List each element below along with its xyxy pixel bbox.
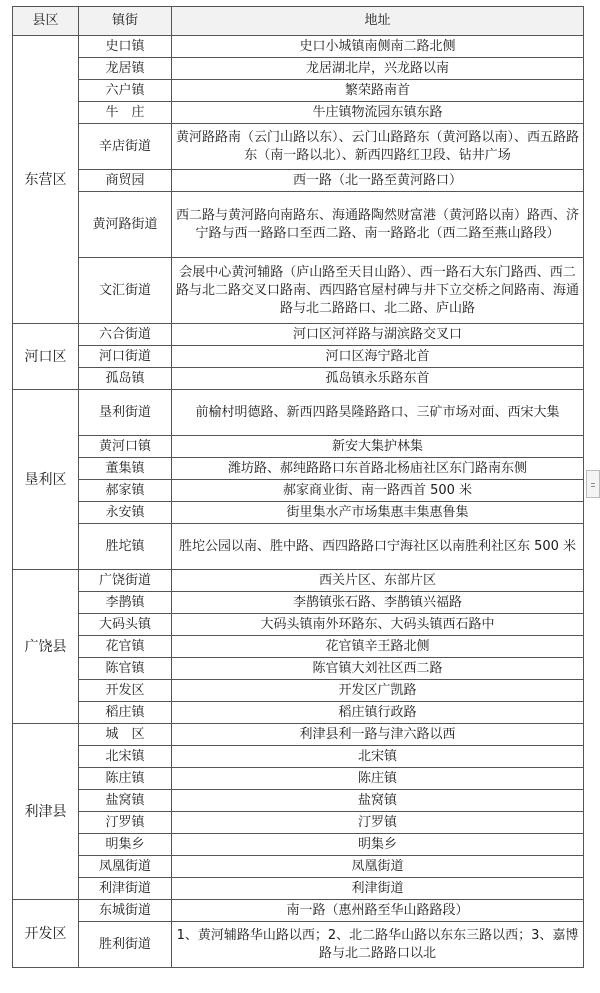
town-cell: 六合街道 <box>79 324 172 346</box>
county-cell: 河口区 <box>13 324 79 390</box>
town-cell: 牛 庄 <box>79 102 172 124</box>
address-cell: 花官镇辛王路北侧 <box>172 636 584 658</box>
town-cell: 史口镇 <box>79 36 172 58</box>
address-cell: 明集乡 <box>172 834 584 856</box>
header-address: 地址 <box>172 7 584 36</box>
table-row <box>13 812 584 834</box>
table-row <box>13 170 584 192</box>
address-cell: 1、黄河辅路华山路以西；2、北二路华山路以东东三路以西；3、嘉博路与北二路路口以北 <box>172 922 584 968</box>
table-row <box>13 922 584 968</box>
address-cell: 黄河路路南（云门山路以东）、云门山路路东（黄河路以南）、西五路路东（南一路以北）、新西四路红卫段、钻井广场 <box>172 124 584 170</box>
table-row <box>13 102 584 124</box>
table-row <box>13 458 584 480</box>
town-cell: 河口街道 <box>79 346 172 368</box>
table-row <box>13 790 584 812</box>
address-cell: 河口区海宁路北首 <box>172 346 584 368</box>
address-cell: 南一路（惠州路至华山路路段） <box>172 900 584 922</box>
table-row <box>13 58 584 80</box>
town-cell: 凤凰街道 <box>79 856 172 878</box>
address-cell: 大码头镇南外环路东、大码头镇西石路中 <box>172 614 584 636</box>
town-cell: 广饶街道 <box>79 570 172 592</box>
table-row <box>13 878 584 900</box>
address-cell: 前榆村明德路、新西四路昊隆路路口、三矿市场对面、西宋大集 <box>172 390 584 436</box>
address-cell: 开发区广凯路 <box>172 680 584 702</box>
address-cell: 新安大集护林集 <box>172 436 584 458</box>
town-cell: 黄河口镇 <box>79 436 172 458</box>
town-cell: 北宋镇 <box>79 746 172 768</box>
address-cell: 会展中心黄河辅路（庐山路至天目山路）、西一路石大东门路西、西二路与北二路交叉口路南、西四路官屋村碑与井下立交桥之间路南、海通路与北二路路口、北二路、庐山路 <box>172 258 584 324</box>
table-body <box>13 36 584 968</box>
town-cell: 盐窝镇 <box>79 790 172 812</box>
address-cell: 陈官镇大刘社区西二路 <box>172 658 584 680</box>
address-cell: 李鹊镇张石路、李鹊镇兴福路 <box>172 592 584 614</box>
header-row <box>13 7 584 36</box>
town-cell: 李鹊镇 <box>79 592 172 614</box>
address-cell: 龙居湖北岸，兴龙路以南 <box>172 58 584 80</box>
county-cell: 广饶县 <box>13 570 79 724</box>
address-cell: 盐窝镇 <box>172 790 584 812</box>
town-cell: 汀罗镇 <box>79 812 172 834</box>
town-cell: 明集乡 <box>79 834 172 856</box>
town-cell: 永安镇 <box>79 502 172 524</box>
town-cell: 胜利街道 <box>79 922 172 968</box>
town-cell: 利津街道 <box>79 878 172 900</box>
address-cell: 北宋镇 <box>172 746 584 768</box>
address-cell: 繁荣路南首 <box>172 80 584 102</box>
table-row <box>13 636 584 658</box>
address-cell: 牛庄镇物流园东镇东路 <box>172 102 584 124</box>
county-cell: 垦利区 <box>13 390 79 570</box>
address-cell: 陈庄镇 <box>172 768 584 790</box>
address-cell: 史口小城镇南侧南二路北侧 <box>172 36 584 58</box>
town-cell: 稻庄镇 <box>79 702 172 724</box>
address-cell: 西二路与黄河路向南路东、海通路陶然财富港（黄河路以南）路西、济宁路与西一路路口至西二路、南一路路北（西二路至燕山路段） <box>172 192 584 258</box>
table-row <box>13 614 584 636</box>
table-row <box>13 592 584 614</box>
table-row <box>13 900 584 922</box>
table-row <box>13 390 584 436</box>
town-cell: 垦利街道 <box>79 390 172 436</box>
town-cell: 陈官镇 <box>79 658 172 680</box>
address-table <box>12 6 584 968</box>
table-row <box>13 524 584 570</box>
town-cell: 东城街道 <box>79 900 172 922</box>
town-cell: 开发区 <box>79 680 172 702</box>
town-cell: 辛店街道 <box>79 124 172 170</box>
town-cell: 六户镇 <box>79 80 172 102</box>
address-cell: 西关片区、东部片区 <box>172 570 584 592</box>
table-row <box>13 346 584 368</box>
table-row <box>13 258 584 324</box>
address-cell: 潍坊路、郝纯路路口东首路北杨庙社区东门路南东侧 <box>172 458 584 480</box>
address-cell: 利津县利一路与津六路以西 <box>172 724 584 746</box>
address-cell: 胜坨公园以南、胜中路、西四路路口宁海社区以南胜利社区东 500 米 <box>172 524 584 570</box>
table-row <box>13 436 584 458</box>
scrollbar-handle[interactable] <box>586 470 600 498</box>
table-row <box>13 368 584 390</box>
table-row <box>13 502 584 524</box>
town-cell: 龙居镇 <box>79 58 172 80</box>
address-cell: 西一路（北一路至黄河路口） <box>172 170 584 192</box>
table-row <box>13 124 584 170</box>
header-town: 镇街 <box>79 7 172 36</box>
table-row <box>13 480 584 502</box>
table-row <box>13 724 584 746</box>
county-cell: 东营区 <box>13 36 79 324</box>
table-row <box>13 856 584 878</box>
county-cell: 开发区 <box>13 900 79 968</box>
address-cell: 郝家商业街、南一路西首 500 米 <box>172 480 584 502</box>
table-row <box>13 570 584 592</box>
address-cell: 稻庄镇行政路 <box>172 702 584 724</box>
county-cell: 利津县 <box>13 724 79 900</box>
town-cell: 大码头镇 <box>79 614 172 636</box>
header-county: 县区 <box>13 7 79 36</box>
address-cell: 利津街道 <box>172 878 584 900</box>
town-cell: 胜坨镇 <box>79 524 172 570</box>
table-row <box>13 702 584 724</box>
town-cell: 商贸园 <box>79 170 172 192</box>
town-cell: 花官镇 <box>79 636 172 658</box>
table-row <box>13 80 584 102</box>
table-row <box>13 680 584 702</box>
town-cell: 陈庄镇 <box>79 768 172 790</box>
address-cell: 河口区河祥路与湖滨路交叉口 <box>172 324 584 346</box>
town-cell: 郝家镇 <box>79 480 172 502</box>
town-cell: 文汇街道 <box>79 258 172 324</box>
table-row <box>13 746 584 768</box>
address-cell: 汀罗镇 <box>172 812 584 834</box>
address-cell: 凤凰街道 <box>172 856 584 878</box>
table-row <box>13 324 584 346</box>
address-cell: 街里集水产市场集惠丰集惠鲁集 <box>172 502 584 524</box>
table-row <box>13 192 584 258</box>
town-cell: 孤岛镇 <box>79 368 172 390</box>
table-row <box>13 768 584 790</box>
table-row <box>13 834 584 856</box>
address-table-container <box>12 6 583 968</box>
table-row <box>13 36 584 58</box>
table-row <box>13 658 584 680</box>
town-cell: 董集镇 <box>79 458 172 480</box>
town-cell: 城 区 <box>79 724 172 746</box>
town-cell: 黄河路街道 <box>79 192 172 258</box>
address-cell: 孤岛镇永乐路东首 <box>172 368 584 390</box>
